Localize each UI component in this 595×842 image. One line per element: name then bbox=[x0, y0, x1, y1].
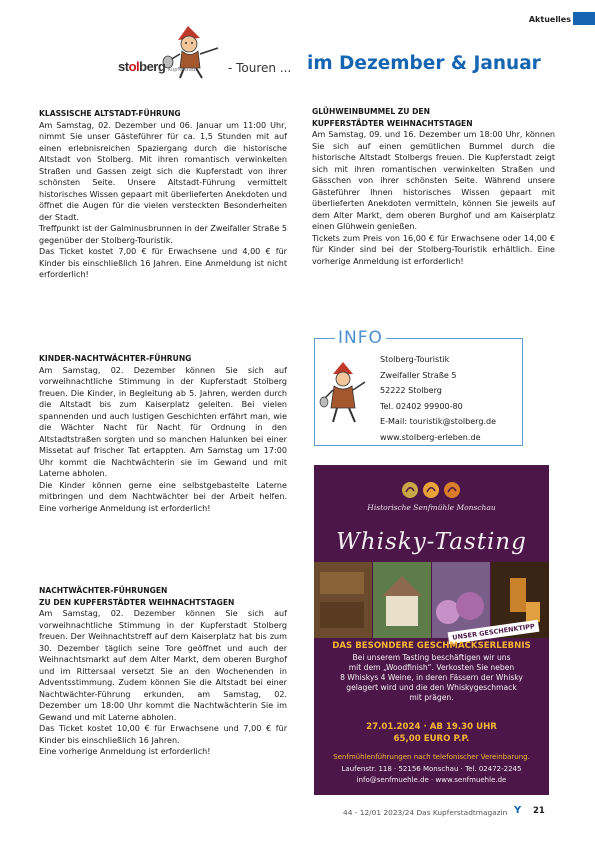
ad-contact-address: Laufenstr. 118 · 52156 Monschau · Tel. 02472-2245 bbox=[341, 765, 522, 773]
info-line: Tel. 02402 99900-80 bbox=[380, 401, 463, 411]
ad-description bbox=[314, 653, 549, 703]
article-title: KLASSISCHE ALTSTADT-FÜHRUNG bbox=[39, 109, 181, 118]
article-title: NACHTWÄCHTER-FÜHRUNGEN bbox=[39, 586, 168, 595]
ad-note: Senfmühlenführungen nach telefonischer Vereinbarung. bbox=[333, 753, 530, 761]
page-title: im Dezember & Januar bbox=[307, 53, 541, 74]
ad-description-line: mit prägen. bbox=[409, 693, 454, 702]
info-email: E-Mail: touristik@stolberg.de bbox=[380, 417, 497, 427]
article-altstadt bbox=[39, 108, 287, 281]
info-line: 52222 Stolberg bbox=[380, 386, 442, 396]
logo-subtitle: Kupferstadt bbox=[168, 67, 198, 73]
ad-company-name: Historische Senfmühle Monschau bbox=[367, 503, 496, 512]
senfmuehle-logo-icon bbox=[314, 479, 549, 501]
ad-description-line: mit dem „Woodfinish“. Verkosten Sie neben bbox=[348, 663, 515, 672]
article-title-line2: KUPFERSTÄDTER WEIHNACHTSTAGEN bbox=[312, 118, 473, 128]
info-line: Zweifaller Straße 5 bbox=[380, 370, 457, 380]
article-title: GLÜHWEINBUMMEL ZU DEN bbox=[312, 107, 430, 116]
nightwatchman-figure-icon bbox=[319, 360, 369, 426]
section-color-bar bbox=[573, 12, 595, 25]
article-title-line2: ZU DEN KUPFERSTÄDTER WEIHNACHTSTAGEN bbox=[39, 597, 235, 607]
footer-y-mark: Y bbox=[514, 805, 522, 816]
article-body: Am Samstag, 02. Dezember und 06. Januar um 11:00 Uhr, nimmt Sie unser Gästeführer für ca. 1,5 Stunden mit auf einen erlebnisreichen Spaziergang durch die historische Altstadt von Stolberg. Mit ihren romantisch verwinkelten Straßen und Gassen zeigt sich die Kupferstadt von ihrer schönsten Seite. Unsere Altstadt-Führung vermittelt historisches Wissen gepaart mit überlieferten Anekdoten und öffnet die Augen für die vielen versteckten Besonderheiten der Stadt. Treffpunkt ist der Galminusbrunnen in der Zweifaller Straße 5 gegenüber der Stolberg-Touristik. Das Ticket kostet 7,00 € für Erwachsene und 4,00 € für Kinder bis einschließlich 16 Jahren. Eine Anmeldung ist nicht erforderlich! bbox=[39, 120, 287, 279]
ad-date: 27.01.2024 · AB 19.30 UHR bbox=[366, 722, 497, 732]
page-number: 21 bbox=[533, 806, 545, 816]
ad-contact-web: info@senfmuehle.de · www.senfmuehle.de bbox=[356, 776, 507, 784]
info-label: INFO bbox=[335, 328, 386, 348]
article-gluehwein bbox=[312, 106, 555, 267]
ad-description-line: 8 Whiskys 4 Weine, in deren Fässern der Whisky bbox=[340, 673, 523, 682]
logo-wordmark: stolberg bbox=[118, 59, 166, 74]
ad-description-line: gelagert wird und die den Whiskygeschmack bbox=[346, 683, 517, 692]
article-body: Am Samstag, 02. Dezember können Sie sich auf vorweihnachtliche Stimmung in der Kupferstadt Stolberg freuen. Die Kinder, in Begleitung ab 5. Jahren, werden durch die Altstadt bis zum Kaiserplatz geleiten. Bei vielen spannenden und auch lustigen Geschichten erfährt man, wie die Wächter Nacht für Nacht für Ordnung in den Altstadtstraßen sorgten und so manchen Halunken bei einer Missetat auf frischer Tat ertappten. Am Samstag um 17:00 Uhr kommt die Nachtwächterin sie im Gewand und mit Laterne abholen. Die Kinder können gerne eine selbstgebastelte Laterne mitbringen und dem Nachtwächter bei der Arbeit helfen. Eine vorherige Anmeldung ist erforderlich! bbox=[39, 365, 287, 513]
article-kinder bbox=[39, 353, 287, 514]
touren-label: - Touren ... bbox=[228, 61, 292, 75]
ad-price: 65,00 EURO P.P. bbox=[393, 734, 470, 744]
footer-issue: 44 - 12/01 2023/24 Das Kupferstadtmagazin bbox=[343, 808, 508, 817]
whisky-tasting-ad bbox=[314, 465, 549, 795]
info-line: Stolberg-Touristik bbox=[380, 355, 450, 364]
info-website: www.stolberg-erleben.de bbox=[380, 432, 481, 442]
article-body: Am Samstag, 09. und 16. Dezember um 18:00 Uhr, können Sie sich auf einen gemütlichen Bummel durch die historische Altstadt Stolbergs freuen. Die Kupferstadt zeigt sich mit ihren romantischen verwinkelten Straßen und Gässchen von ihrer schönsten Seite. Während unsere Gästeführer Ihnen historisches Wissen gepaart mit überlieferten Anekdoten vermitteln, können Sie jeweils auf dem Alter Markt, dem oberen Burghof und am Kaiserplatz einen Glühwein genießen. Tickets zum Preis von 16,00 € für Erwachsene oder 14,00 € für Kinder sind bei der Stolberg-Touristik erhältlich. Eine vorherige Anmeldung ist erforderlich! bbox=[312, 130, 555, 266]
article-title: KINDER-NACHTWÄCHTER-FÜHRUNG bbox=[39, 354, 192, 363]
section-label: Aktuelles bbox=[528, 15, 571, 24]
ad-headline: DAS BESONDERE GESCHMACKSERLEBNIS bbox=[332, 641, 531, 651]
info-contact bbox=[380, 352, 496, 446]
ad-description-line: Bei unserem Tasting beschäftigen wir uns bbox=[352, 653, 511, 662]
ad-title: Whisky-Tasting bbox=[336, 529, 527, 555]
gift-tip-badge: UNSER GESCHENKTIPP bbox=[448, 620, 540, 645]
article-nachtwaechter bbox=[39, 585, 287, 758]
article-body: Am Samstag, 02. Dezember können Sie sich auf vorweihnachtliche Stimmung in der Kupferstadt Stolberg freuen. Der Weihnachtstreff auf dem Kaiserplatz hat bis zum 30. Dezember täglich seine Tore geöffnet und auch der Weihnachtsmarkt auf dem Alter Markt, dem oberen Burghof und im Rittersaal versetzt Sie an den Wochenenden in Adventsstimmung. Zudem können Sie die Altstadt bei einer Nachtwächter-Führung erkunden, am Samstag, 02. Dezember um 18:00 Uhr kommt die Nachtwächterin Sie im Gewand und mit Laterne abholen. Das Ticket kostet 10,00 € für Erwachsene und 7,00 € für Kinder bis einschließlich 16 Jahren. Eine vorherige Anmeldung ist erforderlich! bbox=[39, 609, 287, 756]
